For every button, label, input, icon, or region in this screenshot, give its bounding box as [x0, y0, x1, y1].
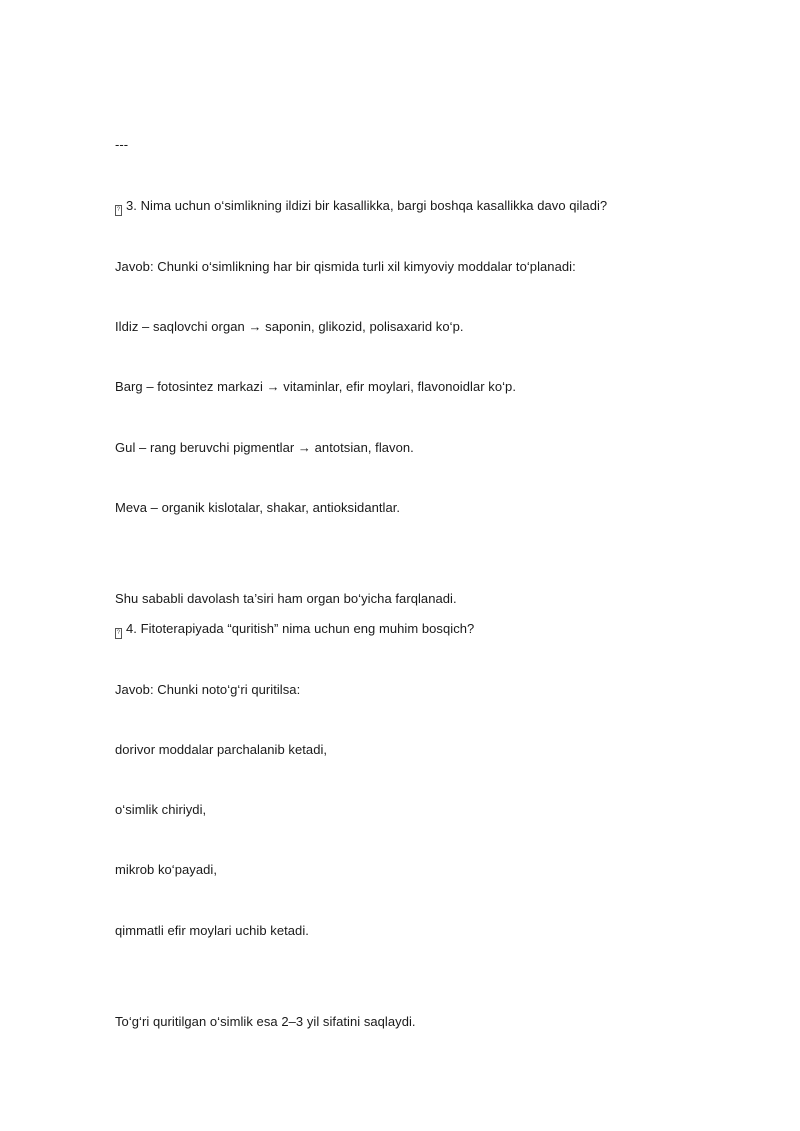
question-4: [115, 621, 474, 639]
list-item: o‘simlik chiriydi,: [115, 802, 207, 817]
conclusion-3: Shu sababli davolash ta’siri ham organ bo‘yicha farqlanadi.: [115, 591, 457, 606]
missing-glyph-icon: ?: [115, 205, 122, 216]
question-4-text: 4. Fitoterapiyada “quritish” nima uchun eng muhim bosqich?: [126, 621, 475, 636]
list-item-flower: Gul – rang beruvchi pigmentlar → antotsian, flavon.: [115, 440, 414, 455]
list-item: mikrob ko‘payadi,: [115, 862, 218, 877]
question-3: [115, 198, 607, 216]
separator: ---: [115, 137, 129, 152]
answer-4-intro: Javob: Chunki noto‘g‘ri quritilsa:: [115, 682, 301, 697]
conclusion-4: To‘g‘ri quritilgan o‘simlik esa 2–3 yil sifatini saqlaydi.: [115, 1014, 416, 1029]
answer-3-intro: Javob: Chunki o‘simlikning har bir qismida turli xil kimyoviy moddalar to‘planadi:: [115, 259, 576, 274]
missing-glyph-icon: ?: [115, 628, 122, 639]
list-item-fruit: Meva – organik kislotalar, shakar, antioksidantlar.: [115, 500, 401, 515]
list-item-root: Ildiz – saqlovchi organ → saponin, glikozid, polisaxarid ko‘p.: [115, 319, 464, 334]
list-item: qimmatli efir moylari uchib ketadi.: [115, 923, 309, 938]
question-3-text: 3. Nima uchun o‘simlikning ildizi bir kasallikka, bargi boshqa kasallikka davo qiladi?: [126, 198, 608, 213]
list-item: dorivor moddalar parchalanib ketadi,: [115, 742, 328, 757]
list-item-leaf: Barg – fotosintez markazi → vitaminlar, efir moylari, flavonoidlar ko‘p.: [115, 379, 516, 394]
